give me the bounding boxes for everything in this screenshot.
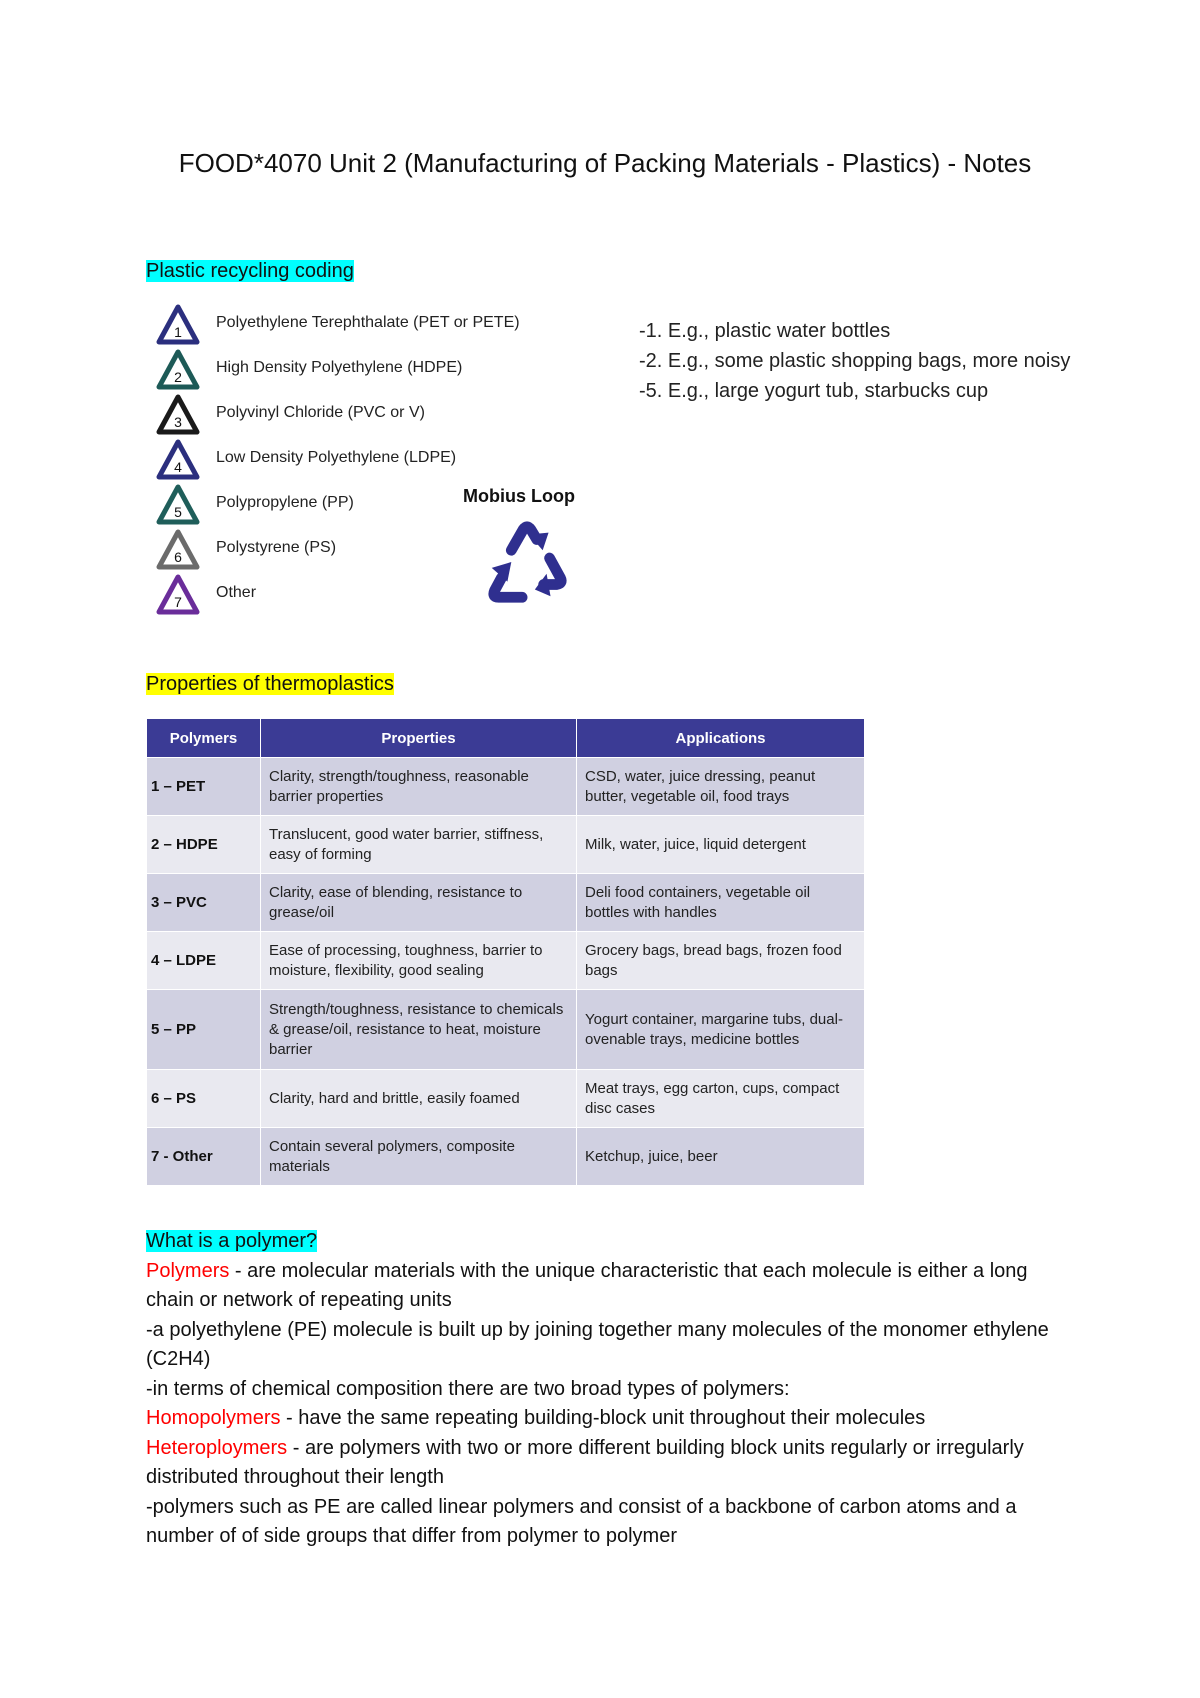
polymer-line-types: -in terms of chemical composition there are two broad types of polymers: — [146, 1377, 790, 1400]
recycling-heading — [146, 258, 354, 284]
svg-text:6: 6 — [174, 549, 182, 565]
cell-properties: Translucent, good water barrier, stiffness, easy of forming — [261, 816, 577, 874]
term-polymers: Polymers — [146, 1259, 230, 1282]
example-line-2: -2. E.g., some plastic shopping bags, more noisy — [639, 350, 1071, 372]
cell-applications: Deli food containers, vegetable oil bottles with handles — [577, 874, 865, 932]
recycle-triangle-7-icon — [156, 574, 200, 618]
cell-properties: Strength/toughness, resistance to chemicals & grease/oil, resistance to heat, moisture barrier — [261, 990, 577, 1070]
example-line-3: -5. E.g., large yogurt tub, starbucks cup — [639, 380, 989, 402]
cell-applications: Grocery bags, bread bags, frozen food bags — [577, 932, 865, 990]
cell-polymer: 2 – HDPE — [147, 816, 261, 874]
polymer-heading — [146, 1227, 1076, 1257]
term-homopolymers: Homopolymers — [146, 1407, 281, 1429]
cell-properties: Ease of processing, toughness, barrier to moisture, flexibility, good sealing — [261, 932, 577, 990]
table-row — [147, 1128, 865, 1186]
cell-applications: CSD, water, juice dressing, peanut butter, vegetable oil, food trays — [577, 758, 865, 816]
table-header-row — [147, 719, 865, 758]
svg-text:1: 1 — [174, 324, 182, 340]
cell-properties: Clarity, strength/toughness, reasonable barrier properties — [261, 758, 577, 816]
recycling-heading-text: Plastic recycling coding — [146, 260, 354, 282]
cell-polymer: 7 - Other — [147, 1128, 261, 1186]
cell-polymer: 1 – PET — [147, 758, 261, 816]
cell-applications: Milk, water, juice, liquid detergent — [577, 816, 865, 874]
code-row-1 — [156, 304, 576, 348]
recycle-triangle-4-icon — [156, 439, 200, 483]
code-row-4 — [156, 439, 576, 483]
recycle-triangle-2-icon — [156, 349, 200, 393]
svg-text:5: 5 — [174, 504, 182, 520]
thermoplastics-heading-text: Properties of thermoplastics — [146, 673, 394, 695]
mobius-loop-icon — [478, 512, 576, 612]
polymer-definition-text: - are molecular materials with the unique characteristic that each molecule is either a long chain or network of repeating units — [146, 1259, 1028, 1311]
polymer-definition — [146, 1257, 1076, 1316]
heteropolymers-text: - are polymers with two or more different building block units regularly or irregularly distributed throughout their length — [146, 1436, 1024, 1488]
cell-applications: Ketchup, juice, beer — [577, 1128, 865, 1186]
svg-text:4: 4 — [174, 459, 182, 475]
mobius-loop-label: Mobius Loop — [463, 486, 575, 506]
code-label-3: Polyvinyl Chloride (PVC or V) — [216, 404, 425, 421]
cell-polymer: 6 – PS — [147, 1070, 261, 1128]
header-polymers: Polymers — [147, 719, 261, 758]
recycle-triangle-3-icon — [156, 394, 200, 438]
svg-text:2: 2 — [174, 369, 182, 385]
recycle-triangle-6-icon — [156, 529, 200, 573]
code-label-5: Polypropylene (PP) — [216, 494, 354, 511]
code-row-2 — [156, 349, 576, 393]
code-label-7: Other — [216, 584, 257, 601]
heteropolymers-line — [146, 1434, 1076, 1493]
example-line-1: -1. E.g., plastic water bottles — [639, 320, 891, 342]
svg-text:3: 3 — [174, 414, 182, 430]
cell-polymer: 4 – LDPE — [147, 932, 261, 990]
table-row — [147, 1070, 865, 1128]
homopolymers-line — [146, 1404, 1076, 1434]
polymer-heading-text: What is a polymer? — [146, 1230, 318, 1252]
cell-polymer: 3 – PVC — [147, 874, 261, 932]
recycle-triangle-1-icon — [156, 304, 200, 348]
code-label-1: Polyethylene Terephthalate (PET or PETE) — [216, 314, 520, 331]
table-row — [147, 874, 865, 932]
cell-applications: Yogurt container, margarine tubs, dual-ovenable trays, medicine bottles — [577, 990, 865, 1070]
polymer-line-pe: -a polyethylene (PE) molecule is built up by joining together many molecules of the monomer ethylene (C2H4) — [146, 1318, 1049, 1370]
header-properties: Properties — [261, 719, 577, 758]
thermoplastics-table — [146, 718, 865, 1186]
term-heteropolymers: Heteroploymers — [146, 1436, 288, 1459]
code-row-3 — [156, 394, 576, 438]
recycle-triangle-5-icon — [156, 484, 200, 528]
thermoplastics-heading — [146, 671, 394, 697]
cell-properties: Clarity, ease of blending, resistance to grease/oil — [261, 874, 577, 932]
polymer-line-linear: -polymers such as PE are called linear polymers and consist of a backbone of carbon atoms and a number of of side groups that differ from polymer to polymer — [146, 1495, 1017, 1547]
table-row — [147, 758, 865, 816]
code-label-4: Low Density Polyethylene (LDPE) — [216, 449, 457, 466]
cell-properties: Clarity, hard and brittle, easily foamed — [261, 1070, 577, 1128]
cell-applications: Meat trays, egg carton, cups, compact disc cases — [577, 1070, 865, 1128]
cell-polymer: 5 – PP — [147, 990, 261, 1070]
svg-text:7: 7 — [174, 594, 182, 610]
code-label-6: Polystyrene (PS) — [216, 539, 337, 556]
table-row — [147, 932, 865, 990]
recycling-examples — [639, 316, 1079, 406]
page-title: FOOD*4070 Unit 2 (Manufacturing of Packing Materials - Plastics) - Notes — [178, 148, 1032, 178]
header-applications: Applications — [577, 719, 865, 758]
polymer-section — [146, 1227, 1076, 1552]
table-row — [147, 990, 865, 1070]
code-label-2: High Density Polyethylene (HDPE) — [216, 359, 463, 376]
homopolymers-text: - have the same repeating building-block unit throughout their molecules — [280, 1407, 926, 1429]
cell-properties: Contain several polymers, composite materials — [261, 1128, 577, 1186]
table-row — [147, 816, 865, 874]
